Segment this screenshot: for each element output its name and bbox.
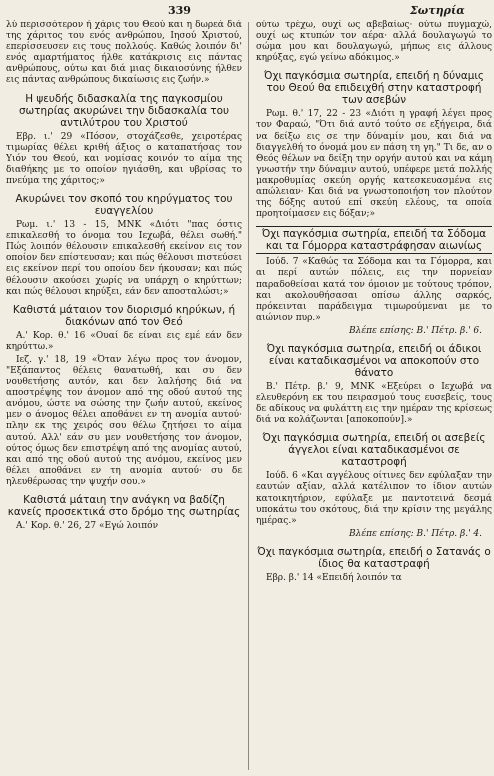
paragraph: ούτω τρέχω, ουχί ως αβεβαίως· ούτω πυγμαχώ, ουχί ως κτυπών τον αέρα· αλλά δουλαγωγώ το σώμα μου και δουλαγωγώ, μήπως εις άλλους κηρύξας, εγώ γείνω αδόκιμος.»: [256, 20, 492, 64]
scripture-reference: Α.' Κορ. θ.' 16 «Ουαί δε είναι εις εμέ εάν δεν κηρύττω.»: [6, 330, 242, 352]
paragraph: λύ περισσότερον ή χάρις του Θεού και η δωρεά διά της χάριτος του ενός ανθρώπου, Ιησού Χριστού, επερίσσευσεν εις τους πολλούς. Καθώς λοιπόν δι' ενός αμαρτήματος ήλθε κατάκρισις εις πάντας ανθρώπους, ούτω και διά μιας δικαιοσύνης ήλθεν εις πάντας ανθρώπους δικαίωσις εις ζωήν.»: [6, 20, 242, 86]
scripture-reference: Β.' Πέτρ. β.' 9, ΜΝΚ «Εξεύρει ο Ιεχωβά να ελευθερόνη εκ του πειρασμού τους ευσεβείς, τους δε αδίκους να φυλάττη εις την ημέραν της κρίσεως διά να κολάζωνται [αποκοπούν].»: [256, 381, 492, 426]
running-title: Σωτηρία: [410, 4, 465, 17]
section-heading: Όχι παγκόσμια σωτηρία, επειδή οι ασεβείς άγγελοι είναι καταδικασμένοι σε καταστροφή: [262, 432, 486, 469]
scripture-reference: Α.' Κορ. θ.' 26, 27 «Εγώ λοιπόν: [16, 521, 159, 531]
scripture-reference: Εβρ. β.' 14 «Επειδή λοιπόν τα: [266, 572, 402, 583]
section-heading: Όχι παγκόσμια σωτηρία, επειδή ο Σατανάς ο ίδιος θα καταστραφή: [257, 545, 491, 570]
section-heading: Η ψευδής διδασκαλία της παγκοσμίου σωτηρίας ακυρώνει την διδασκαλία του αντιλύτρου του Χριστού: [18, 92, 230, 129]
scripture-reference: Εβρ. ι.' 29 «Πόσον, στοχάζεσθε, χειροτέρας τιμωρίας θέλει κριθή άξιος ο καταπατήσας τον Υιόν του Θεού, και νομίσας κοινόν το αίμα της διαθήκης με το οποίον ηγιάσθη, και υβρίσας το πνεύμα της χάριτος;»: [6, 131, 242, 186]
section-heading: Καθιστά μάταιη την ανάγκη να βαδίζη κανείς προσεκτικά στο δρόμο της σωτηρίας: [7, 494, 241, 518]
section-heading: Καθιστά μάταιον τον διορισμό κηρύκων, ή διακόνων από τον Θεό: [12, 303, 236, 328]
scripture-reference: Ιεζ. γ.' 18, 19 «Όταν λέγω προς τον άνομον, "Εξάπαντος θέλεις θανατωθή, και συ δεν νουθετήσης αυτόν, και δεν λαλήσης διά να αποστρέψης τον άνομον από της οδού αυτού της ανόμου, ώστε να σώσης την ζωήν αυτού, εκείνος μεν ο άνομος θέλει αποθάνει εν τη ανομία αυτού· πλην εκ της χειρός σου θέλω ζητήσει το αίμα αυτού. Αλλ' εάν συ μεν νουθετήσης τον άνομον, ούτος όμως δεν επιστρέψη από της ανομίας αυτού, και από της οδού αυτού της ανόμου, εκείνος μεν θέλει αποθάνει εν τη ανομία αυτού· συ δε ηλευθέρωσας την ψυχήν σου.»: [6, 354, 242, 487]
section-heading-boxed: Όχι παγκόσμια σωτηρία, επειδή τα Σόδομα και τα Γόμορρα καταστράφησαν αιωνίως: [256, 226, 492, 254]
see-also-note: Βλέπε επίσης: Β.' Πέτρ. β.' 6.: [349, 325, 482, 336]
scripture-reference: Ιούδ. 7 «Καθώς τα Σόδομα και τα Γόμορρα, και αι περί αυτών πόλεις, εις την πορνείαν παραδοθείσαι κατά τον όμοιον με τούτους τρόπον, και ακολουθήσασαι οπίσω άλλης σαρκός, πρόκεινται παράδειγμα τιμωρούμεναι με το αιώνιον πυρ.»: [256, 257, 492, 323]
scripture-reference: Ιούδ. 6 «Και αγγέλους οίτινες δεν εφύλαξαν την εαυτών αξίαν, αλλά κατέλιπον το ίδιον αυτών κατοικητήριον, εφύλαξε με παντοτεινά δεσμά υποκάτω του σκότους, διά την κρίσιν της μεγάλης ημέρας.»: [256, 471, 492, 526]
column-divider: [248, 22, 249, 770]
scripture-reference: Ρωμ. θ.' 17, 22 - 23 «Διότι η γραφή λέγει προς τον Φαραώ, "Ότι διά αυτό τούτο σε εξήγειρα, διά να δείξω εις σε την δύναμίν μου, και διά να διαγγελθή το όνομά μου εν πάση τη γη." Τι δε, αν ο Θεός θέλων να δείξη την οργήν αυτού και να κάμη γνωστήν την δύναμιν αυτού, υπέφερε μετά πολλής μακροθυμίας σκεύη οργής κατεσκευασμένα εις απώλειαν· Και διά να γνωστοποιήση τον πλούτον της δόξης αυτού επί σκεύη ελέους, τα οποία προητοίμασεν εις δόξαν;»: [256, 109, 492, 220]
page-number: 339: [168, 4, 191, 17]
section-heading: Όχι παγκόσμια σωτηρία, επειδή η δύναμις του Θεού θα επιδειχθή στην καταστροφή των ασεβών: [264, 70, 484, 107]
scripture-reference: Ρωμ. ι.' 13 - 15, ΜΝΚ «Διότι "πας όστις επικαλεσθή το όνομα του Ιεχωβά, θέλει σωθή." Πώς λοιπόν θέλουσιν επικαλεσθή εκείνον εις τον οποίον δεν επίστευσαν; και πώς θέλουσι πιστεύσει εις εκείνον περί του οποίου δεν ήκουσαν; και πώς θέλουσιν ακούσει χωρίς να υπάρχη ο κηρύττων; και πώς θέλουσι κηρύξει, εάν δεν αποσταλώσι;»: [6, 220, 242, 297]
section-heading: Ακυρώνει τον σκοπό του κηρύγματος του ευαγγελίου: [15, 193, 233, 218]
page-header: [0, 4, 494, 20]
section-heading: Όχι παγκόσμια σωτηρία, επειδή οι άδικοι είναι καταδικασμένοι να αποκοπούν στο θάνατο: [266, 342, 482, 379]
left-column: [6, 20, 242, 772]
right-column: [256, 20, 492, 772]
see-also-note: Βλέπε επίσης: Β.' Πέτρ. β.' 4.: [349, 528, 482, 539]
